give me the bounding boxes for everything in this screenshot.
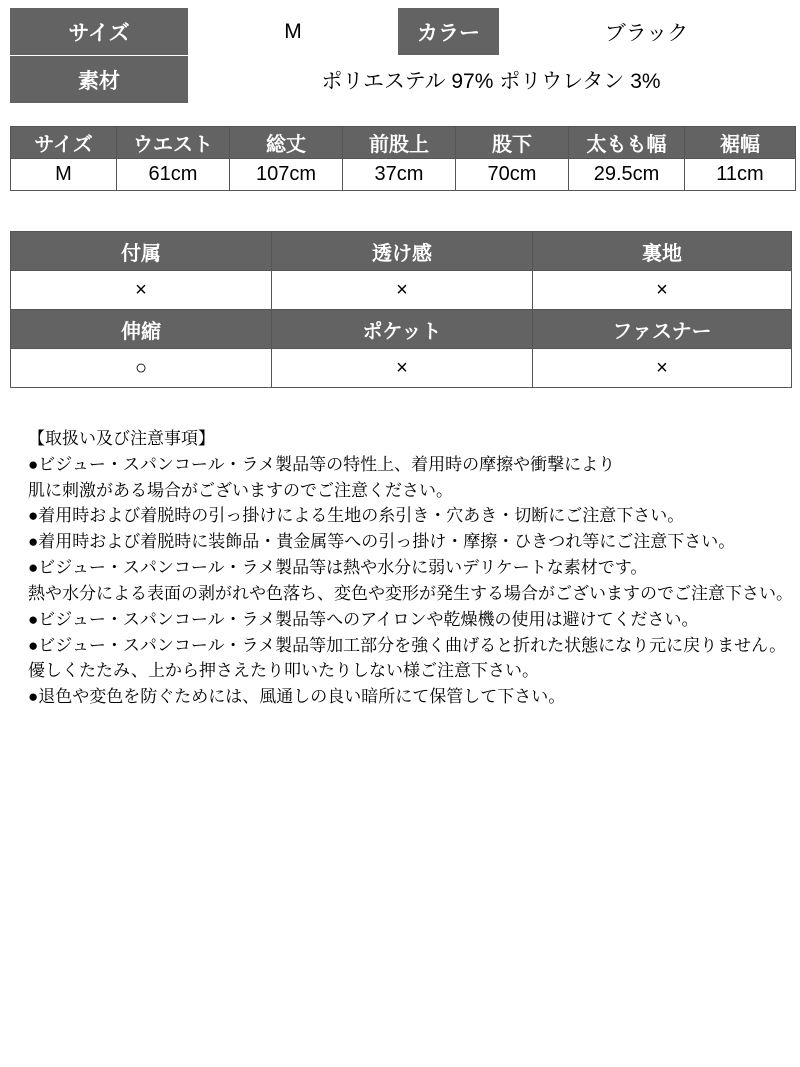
- table-header-row: [11, 232, 792, 271]
- table-row: [11, 349, 792, 388]
- table-header-row: [11, 310, 792, 349]
- table-row: [10, 56, 793, 104]
- note-line: ●ビジュー・スパンコール・ラメ製品等へのアイロンや乾燥機の使用は避けてください。: [28, 609, 699, 629]
- cell-total-length: 107cm: [230, 159, 343, 191]
- cell-stretch: ○: [11, 349, 272, 388]
- col-header-size: サイズ: [11, 127, 117, 159]
- cell-thigh-width: 29.5cm: [569, 159, 685, 191]
- measurement-table: [10, 126, 796, 191]
- note-line: ●退色や変色を防ぐためには、風通しの良い暗所にて保管して下さい。: [28, 687, 566, 707]
- col-header-accessory: 付属: [11, 232, 272, 271]
- basic-spec-table: [10, 8, 793, 104]
- note-line: 肌に刺激がある場合がございますのでご注意ください。: [28, 480, 453, 500]
- col-header-front-rise: 前股上: [343, 127, 456, 159]
- cell-hem-width: 11cm: [685, 159, 796, 191]
- table-header-row: [11, 127, 796, 159]
- col-header-thigh-width: 太もも幅: [569, 127, 685, 159]
- note-line: ●着用時および着脱時の引っ掛けによる生地の糸引き・穴あき・切断にご注意下さい。: [28, 506, 685, 526]
- table-row: [11, 271, 792, 310]
- col-header-waist: ウエスト: [117, 127, 230, 159]
- spacer: [10, 104, 790, 126]
- attributes-table: [10, 231, 792, 388]
- spacer: [10, 191, 790, 231]
- col-header-hem-width: 裾幅: [685, 127, 796, 159]
- cell-size: M: [11, 159, 117, 191]
- col-header-pocket: ポケット: [272, 310, 533, 349]
- note-line: 熱や水分による表面の剥がれや色落ち、変色や変形が発生する場合がございますのでご注意下さい。: [28, 583, 793, 603]
- material-label-cell: 素材: [10, 56, 189, 104]
- cell-waist: 61cm: [117, 159, 230, 191]
- col-header-zipper: ファスナー: [533, 310, 792, 349]
- cell-pocket: ×: [272, 349, 533, 388]
- col-header-inseam: 股下: [456, 127, 569, 159]
- cell-lining: ×: [533, 271, 792, 310]
- cell-inseam: 70cm: [456, 159, 569, 191]
- note-line: 優しくたたみ、上から押さえたり叩いたりしない様ご注意下さい。: [28, 661, 540, 681]
- size-label-cell: サイズ: [10, 8, 189, 56]
- col-header-lining: 裏地: [533, 232, 792, 271]
- table-row: [10, 8, 793, 56]
- notes-title: 【取扱い及び注意事項】: [28, 429, 215, 448]
- material-value-cell: ポリエステル 97% ポリウレタン 3%: [189, 56, 794, 104]
- color-label-cell: カラー: [398, 8, 500, 56]
- care-notes: [10, 426, 793, 710]
- col-header-total-length: 総丈: [230, 127, 343, 159]
- size-value-cell: M: [189, 8, 398, 56]
- note-line: ●ビジュー・スパンコール・ラメ製品等は熱や水分に弱いデリケートな素材です。: [28, 558, 648, 578]
- note-line: ●ビジュー・スパンコール・ラメ製品等の特性上、着用時の摩擦や衝撃により: [28, 454, 616, 474]
- note-line: ●ビジュー・スパンコール・ラメ製品等加工部分を強く曲げると折れた状態になり元に戻りません。: [28, 635, 787, 655]
- col-header-stretch: 伸縮: [11, 310, 272, 349]
- cell-zipper: ×: [533, 349, 792, 388]
- note-line: ●着用時および着脱時に装飾品・貴金属等への引っ掛け・摩擦・ひきつれ等にご注意下さい。: [28, 532, 736, 552]
- color-value-cell: ブラック: [500, 8, 794, 56]
- col-header-sheerness: 透け感: [272, 232, 533, 271]
- cell-front-rise: 37cm: [343, 159, 456, 191]
- cell-sheerness: ×: [272, 271, 533, 310]
- table-row: [11, 159, 796, 191]
- cell-accessory: ×: [11, 271, 272, 310]
